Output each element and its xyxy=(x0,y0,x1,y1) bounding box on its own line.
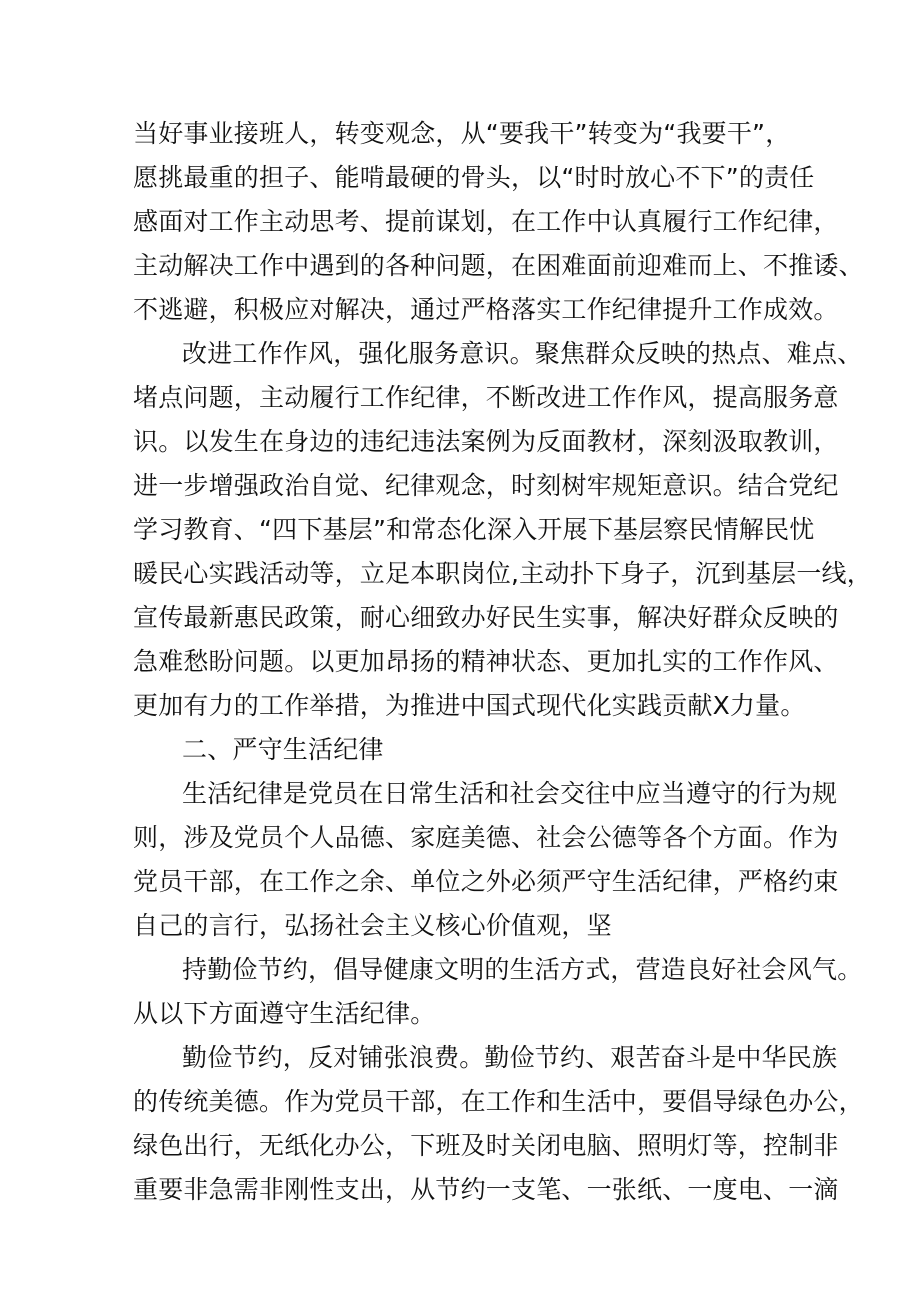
text-line: 愿挑最重的担子、能啃最硬的骨头，以“时时放心不下”的责任 xyxy=(133,163,815,192)
text-line: 主动解决工作中遇到的各种问题，在困难面前迎难而上、不推诿、 xyxy=(133,251,864,280)
section-heading: 二、严守生活纪律 xyxy=(182,735,384,764)
paragraph-first-line: 改进工作作风，强化服务意识。聚焦群众反映的热点、难点、 xyxy=(182,339,863,368)
paragraph-first-line: 勤俭节约，反对铺张浪费。勤俭节约、艰苦奋斗是中华民族 xyxy=(182,1043,838,1072)
text-line: 感面对工作主动思考、提前谋划，在工作中认真履行工作纪律， xyxy=(133,207,839,236)
text-line: 当好事业接班人，转变观念，从“要我干”转变为“我要干”， xyxy=(133,119,791,148)
paragraph-first-line: 持勤俭节约，倡导健康文明的生活方式，营造良好社会风气。 xyxy=(182,955,863,984)
text-line: 暖民心实践活动等，立足本职岗位,主动扑下身子，沉到基层一线， xyxy=(133,559,872,588)
text-line: 进一步增强政治自觉、纪律观念，时刻树牢规矩意识。结合党纪 xyxy=(133,471,839,500)
text-line: 则，涉及党员个人品德、家庭美德、社会公德等各个方面。作为 xyxy=(133,823,839,852)
text-line: 重要非急需非刚性支出，从节约一支笔、一张纸、一度电、一滴 xyxy=(133,1175,839,1204)
text-line: 堵点问题，主动履行工作纪律，不断改进工作作风，提高服务意 xyxy=(133,383,839,412)
text-line: 的传统美德。作为党员干部，在工作和生活中，要倡导绿色办公， xyxy=(133,1087,864,1116)
text-line: 绿色出行，无纸化办公，下班及时关闭电脑、照明灯等，控制非 xyxy=(133,1131,839,1160)
text-line: 宣传最新惠民政策，耐心细致办好民生实事，解决好群众反映的 xyxy=(133,603,839,632)
paragraph-first-line: 生活纪律是党员在日常生活和社会交往中应当遵守的行为规 xyxy=(182,779,838,808)
text-line: 不逃避，积极应对解决，通过严格落实工作纪律提升工作成效。 xyxy=(133,295,839,324)
text-line: 从以下方面遵守生活纪律。 xyxy=(133,999,436,1028)
text-line: 学习教育、“四下基层”和常态化深入开展下基层察民情解民忧 xyxy=(133,515,815,544)
text-line: 急难愁盼问题。以更加昂扬的精神状态、更加扎实的工作作风、 xyxy=(133,647,839,676)
text-line: 自己的言行，弘扬社会主义核心价值观，坚 xyxy=(133,911,612,940)
text-line: 识。以发生在身边的违纪违法案例为反面教材，深刻汲取教训， xyxy=(133,427,839,456)
text-line: 党员干部，在工作之余、单位之外必须严守生活纪律，严格约束 xyxy=(133,867,839,896)
text-line: 更加有力的工作举措，为推进中国式现代化实践贡献X力量。 xyxy=(133,691,806,720)
